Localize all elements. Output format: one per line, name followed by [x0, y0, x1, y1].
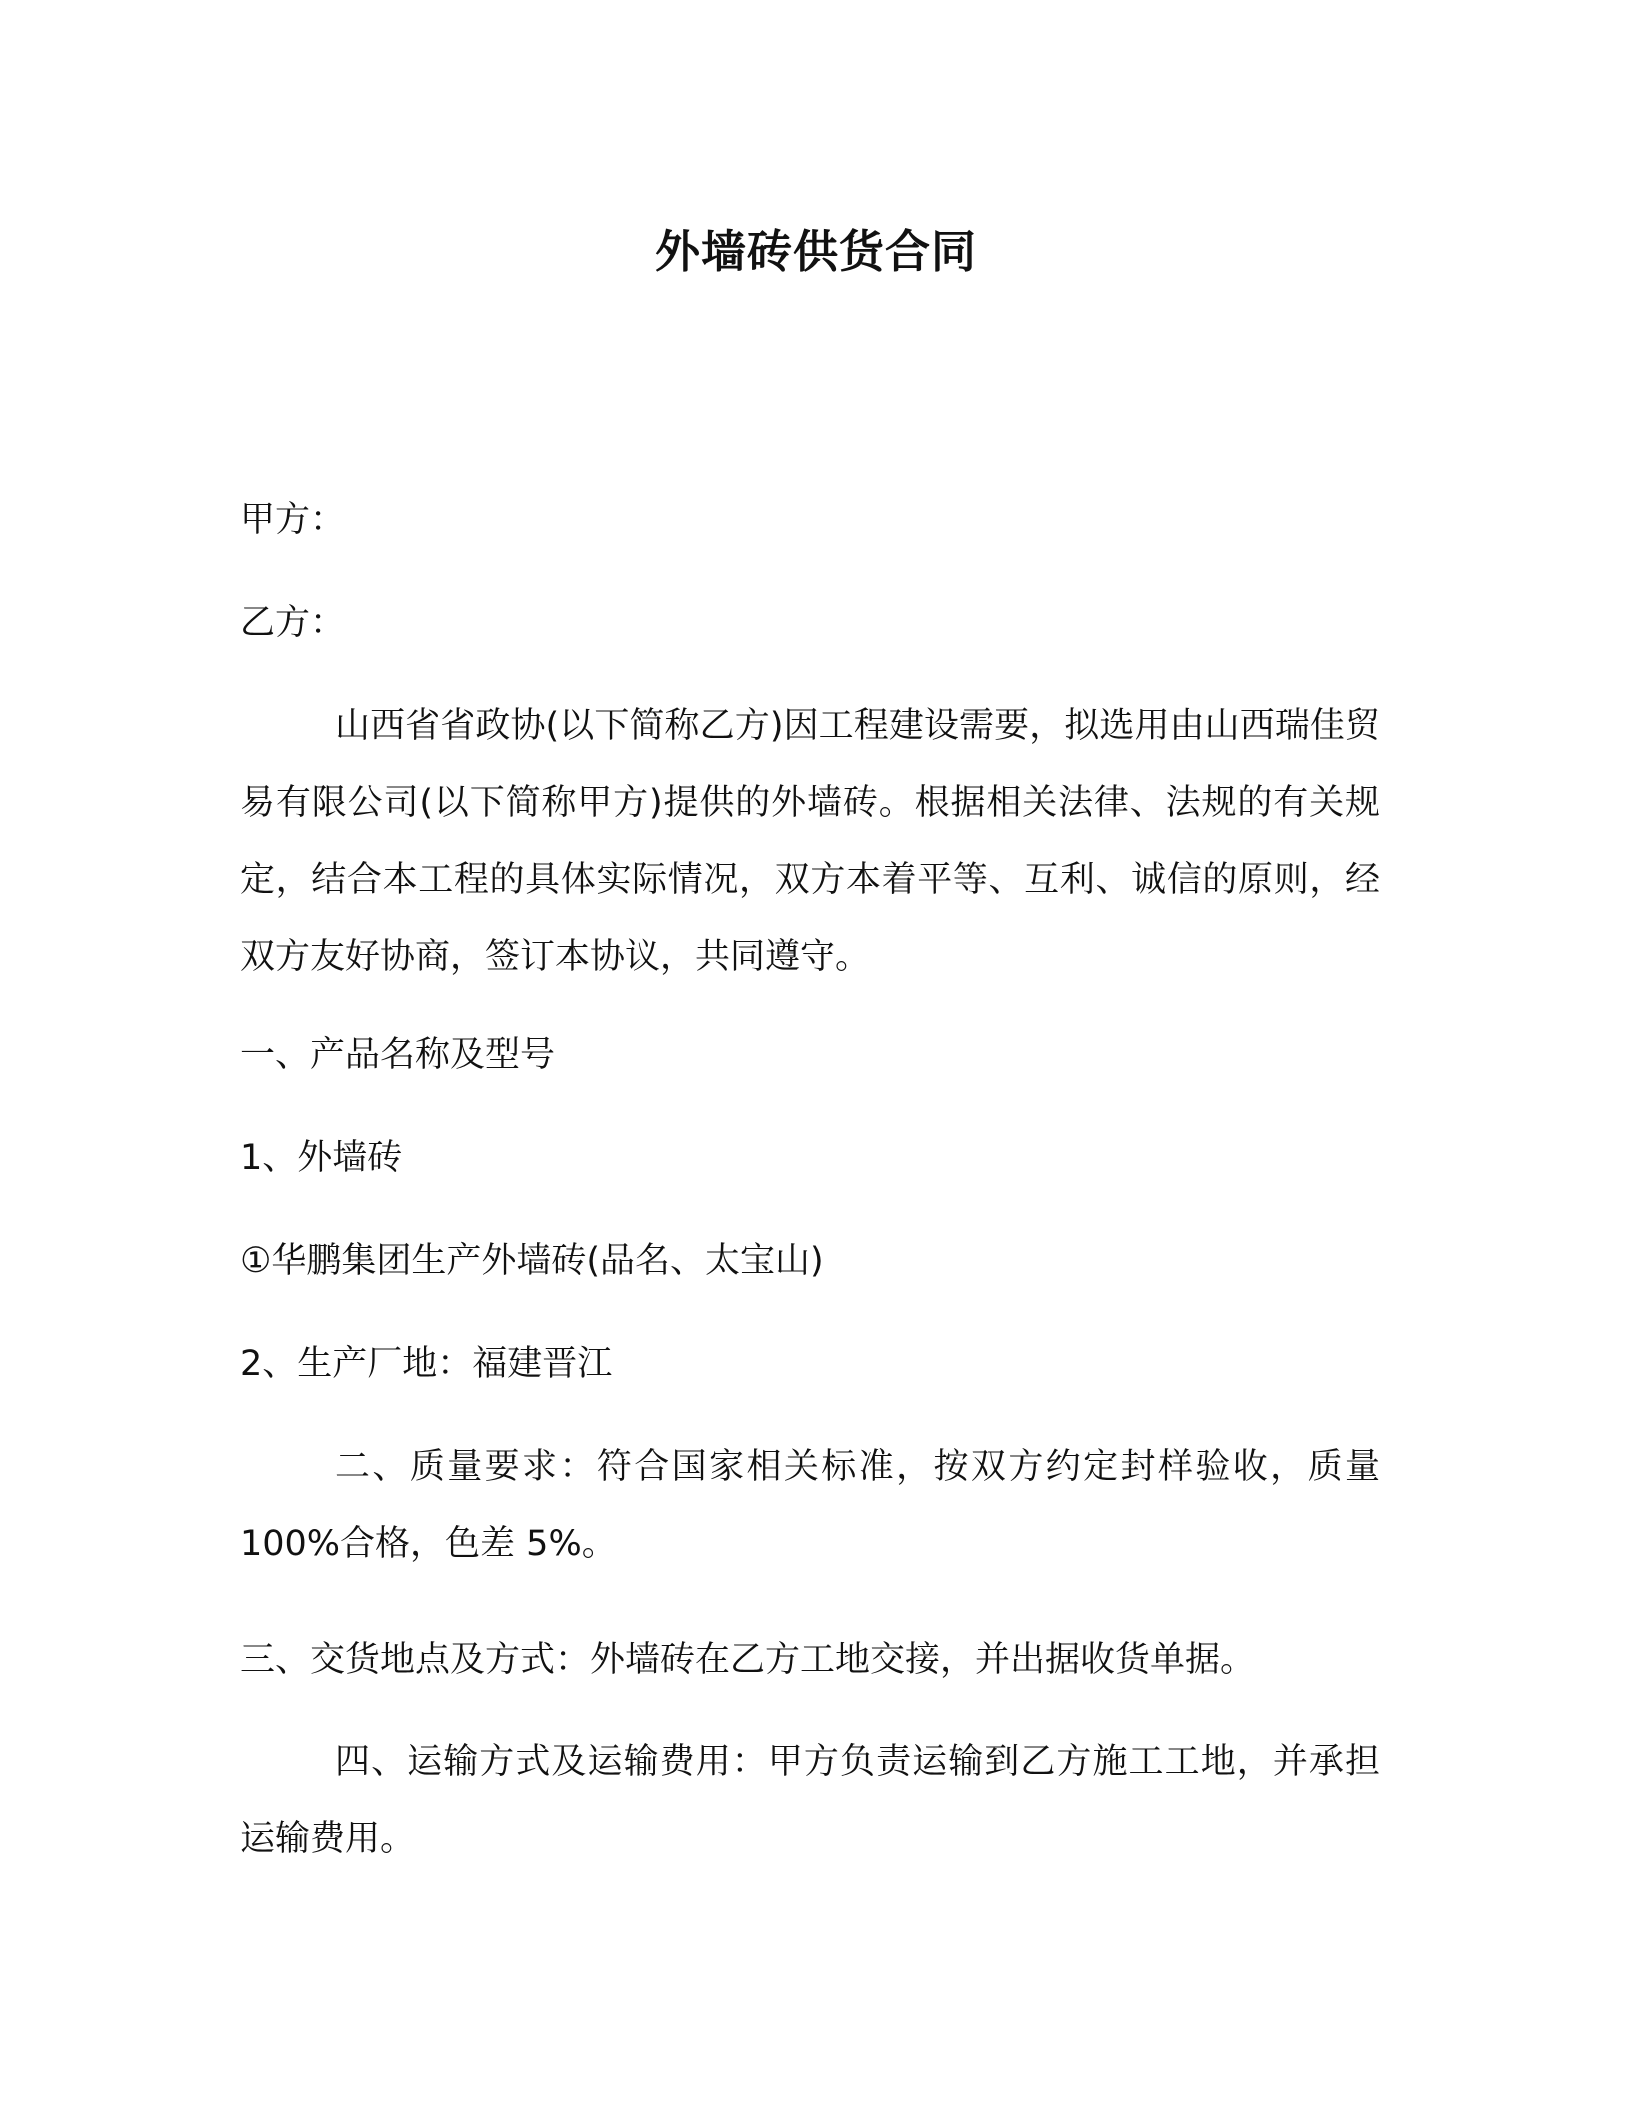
- section-2-paragraph: 二、质量要求：符合国家相关标准，按双方约定封样验收，质量100%合格，色差 5%。: [240, 1447, 1380, 1564]
- intro-paragraph: 山西省省政协(以下简称乙方)因工程建设需要，拟选用由山西瑞佳贸易有限公司(以下简称甲方)提供的外墙砖。根据相关法律、法规的有关规定，结合本工程的具体实际情况，双方本着平等、互利、诚信的原则，经双方友好协商，签订本协议，共同遵守。: [240, 706, 1380, 977]
- party-b-label: 乙方：: [240, 603, 346, 643]
- item-1: 1、外墙砖: [240, 1138, 403, 1178]
- item-1-sub: ①华鹏集团生产外墙砖(品名、太宝山): [240, 1241, 824, 1281]
- section-1-heading: 一、产品名称及型号: [240, 1035, 556, 1075]
- party-a-label: 甲方：: [240, 500, 346, 540]
- section-3-line: 三、交货地点及方式：外墙砖在乙方工地交接，并出据收货单据。: [240, 1640, 1256, 1680]
- section-4-paragraph: 四、运输方式及运输费用：甲方负责运输到乙方施工工地，并承担运输费用。: [240, 1742, 1380, 1859]
- document-title: 外墙砖供货合同: [654, 225, 977, 278]
- item-2: 2、生产厂地：福建晋江: [240, 1344, 613, 1384]
